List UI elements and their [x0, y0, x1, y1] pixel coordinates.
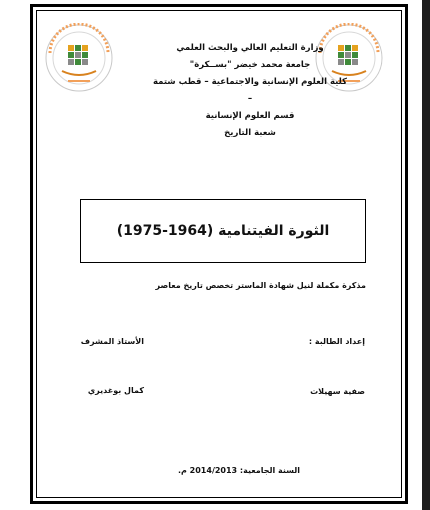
supervisor-name: كمال بوغديري [87, 386, 144, 395]
faculty-line: كلية العلوم الإنسانية والاجتماعية – قطب شتمة – [152, 77, 348, 104]
thesis-subtitle: مذكرة مكملة لنيل شهادة الماستر تخصص تاريخ معاصر [155, 281, 366, 290]
thesis-title-box [80, 199, 366, 263]
student-label: إعداد الطالبة : [308, 337, 365, 346]
ministry-line: وزارة التعليم العالي والبحث العلمي [176, 43, 324, 53]
branch-line: شعبة التاريخ [224, 128, 276, 138]
student-name: صفية سهيلات [310, 387, 365, 396]
supervisor-label: الأستاذ المشرف [80, 337, 144, 346]
academic-year: السنة الجامعية: 2014/2013 م. [177, 466, 300, 475]
department-line: قسم العلوم الإنسانية [205, 111, 295, 121]
university-logo-left [44, 23, 114, 93]
institution-header [150, 40, 350, 142]
university-line: جامعة محمد خيضر "بســكرة" [189, 60, 311, 70]
thesis-title: الثورة الفيتنامية (1964-1975) [116, 223, 330, 239]
window-edge [422, 0, 430, 510]
